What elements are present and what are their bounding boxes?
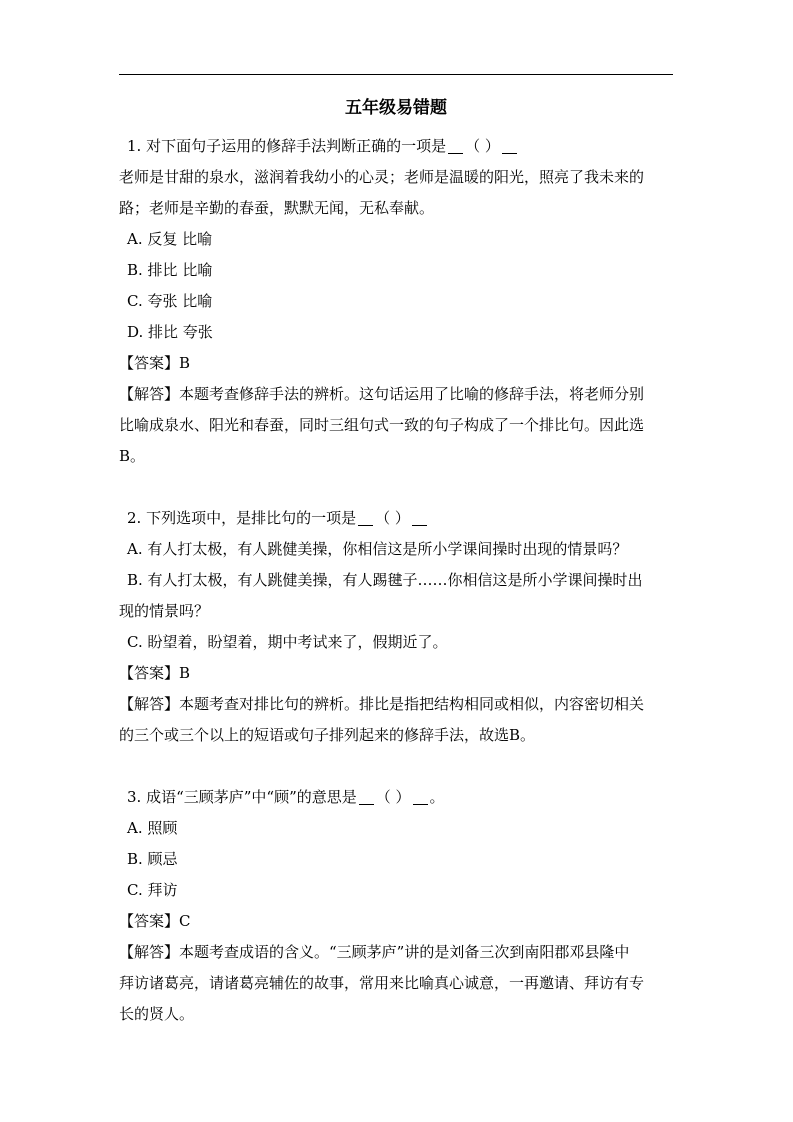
question-spacer <box>119 751 675 782</box>
option-item: B. 顾忌 <box>127 850 178 868</box>
question-block <box>119 782 675 1030</box>
page-title: 五年级易错题 <box>345 98 447 118</box>
explanation-text: 拜访诸葛亮，请诸葛亮辅佐的故事，常用来比喻真心诚意，一再邀请、拜访有专 <box>119 974 645 992</box>
option-item: C. 盼望着，盼望着，期中考试来了，假期近了。 <box>127 633 448 651</box>
question-text: 2. 下列选项中，是排比句的一项是 <box>127 509 357 527</box>
explanation-text: B。 <box>119 447 146 465</box>
question-context: 老师是甘甜的泉水，滋润着我幼小的心灵；老师是温暖的阳光，照亮了我未来的 <box>119 168 645 186</box>
answer-blank <box>413 788 428 805</box>
question-spacer <box>119 472 675 503</box>
question-list <box>119 131 675 1030</box>
question-text: 3. 成语“三顾茅庐”中“顾”的意思是 <box>127 788 357 806</box>
answer-blank <box>412 509 427 526</box>
option-item: A. 照顾 <box>127 819 178 837</box>
explanation-text: 长的贤人。 <box>119 1005 195 1023</box>
answer-paren: （ ） <box>375 788 411 806</box>
answer-paren: （ ） <box>465 137 500 155</box>
answer-label: 【答案】C <box>119 912 191 930</box>
question-context: 路；老师是辛勤的春蚕，默默无闻，无私奉献。 <box>119 199 435 217</box>
option-item: B. 排比 比喻 <box>127 261 213 279</box>
question-block <box>119 503 675 751</box>
explanation-text: 【解答】本题考查修辞手法的辨析。这句话运用了比喻的修辞手法，将老师分别 <box>119 385 645 403</box>
option-item: B. 有人打太极，有人跳健美操，有人踢毽子……你相信这是所小学课间操时出 <box>127 571 643 589</box>
answer-blank <box>358 509 373 526</box>
explanation-text: 【解答】本题考查对排比句的辨析。排比是指把结构相同或相似，内容密切相关 <box>119 695 645 713</box>
question-stem <box>119 131 675 162</box>
question-text: 1. 对下面句子运用的修辞手法判断正确的一项是 <box>127 137 447 155</box>
answer-label: 【答案】B <box>119 664 191 682</box>
answer-paren: （ ） <box>375 509 410 527</box>
option-item: C. 夸张 比喻 <box>127 292 213 310</box>
header-rule <box>119 74 673 75</box>
stem-suffix: 。 <box>429 788 445 806</box>
question-stem <box>119 782 675 813</box>
explanation-text: 的三个或三个以上的短语或句子排列起来的修辞手法，故选B。 <box>119 726 536 744</box>
answer-label: 【答案】B <box>119 354 191 372</box>
option-item: A. 有人打太极，有人跳健美操，你相信这是所小学课间操时出现的情景吗？ <box>127 540 628 558</box>
answer-blank <box>359 788 374 805</box>
answer-blank <box>502 137 517 154</box>
question-stem <box>119 503 675 534</box>
option-item: C. 拜访 <box>127 881 178 899</box>
explanation-text: 【解答】本题考查成语的含义。“三顾茅庐”讲的是刘备三次到南阳郡邓县隆中 <box>119 943 630 961</box>
option-item: A. 反复 比喻 <box>127 230 213 248</box>
answer-blank <box>448 137 463 154</box>
option-item: D. 排比 夸张 <box>127 323 213 341</box>
question-block <box>119 131 675 472</box>
option-item: 现的情景吗？ <box>119 602 210 620</box>
explanation-text: 比喻成泉水、阳光和春蚕，同时三组句式一致的句子构成了一个排比句。因此选 <box>119 416 645 434</box>
